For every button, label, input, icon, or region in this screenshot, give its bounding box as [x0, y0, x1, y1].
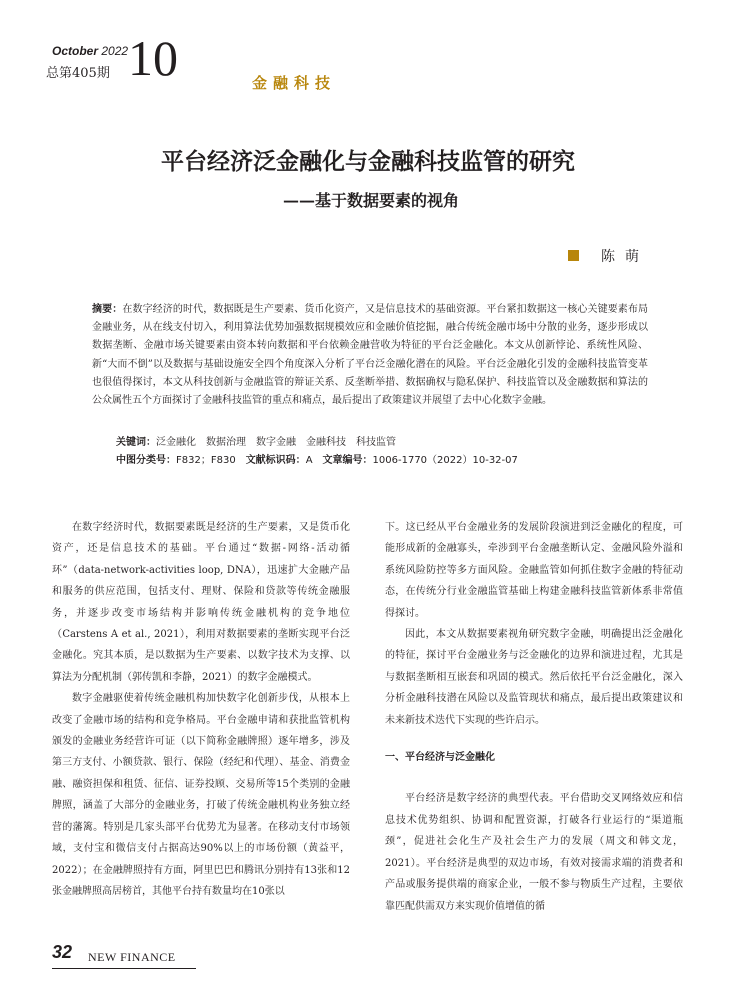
doc-code-value: A [305, 455, 313, 466]
journal-name: NEW FINANCE [88, 950, 176, 964]
section-heading: 一、平台经济与泛金融化 [385, 752, 495, 764]
abstract-label: 摘要： [92, 304, 123, 315]
body-column-left [52, 517, 350, 902]
doc-code-label: 文献标识码： [245, 455, 306, 466]
issue-year: 2022 [101, 44, 129, 58]
body-paragraph: 在数字经济时代，数据要素既是经济的生产要素，又是货币化资产，还是信息技术的基础。平台通过“数据-网络-活动循环”（data-network-activities loop, DNA），迅速扩大金融产品和服务的供应范围，包括支付、理财、保险和贷款等传统金融服务，并逐步改变市场结构并影响传统金融机构的竞争地位（Carstens A et al., 2021），利用对数据要素的垄断实现平台泛金融化。究其本质，是以数据为生产要素、以数字技术为支撑、以算法为分配机制（郭传凯和李静，2021）的数字金融模式。 [52, 522, 350, 683]
article-number-label: 文章编号： [322, 455, 373, 466]
issue-month-year [52, 44, 128, 58]
classification-line [116, 451, 676, 466]
article-number-value: 1006-1770（2022）10-32-07 [372, 455, 518, 466]
issue-total-number: 总第405期 [46, 66, 110, 81]
body-column-right [385, 517, 683, 917]
clc-label: 中图分类号： [116, 455, 176, 466]
keywords-text: 泛金融化 数据治理 数字金融 金融科技 科技监管 [156, 437, 396, 448]
body-paragraph: 因此，本文从数据要素视角研究数字金融，明确提出泛金融化的特征，探讨平台金融业务与泛金融化的边界和演进过程，尤其是与数据垄断相互嵌套和巩固的模式。然后依托平台泛金融化，深入分析金融科技潜在风险以及监管现状和痛点，最后提出政策建议和未来新技术迭代下实现的些许启示。 [385, 629, 683, 726]
column-name: 金融科技 [252, 74, 337, 92]
issue-number: 10 [128, 30, 178, 86]
article-subtitle: ——基于数据要素的视角 [283, 191, 460, 210]
abstract [92, 301, 648, 410]
clc-value: F832；F830 [176, 455, 236, 466]
page-number: 32 [52, 942, 73, 962]
author-square-icon [568, 250, 579, 261]
keywords [116, 433, 676, 448]
body-paragraph: 数字金融驱使着传统金融机构加快数字化创新步伐，从根本上改变了金融市场的结构和竞争格局。平台金融申请和获批监管机构颁发的金融业务经营许可证（以下简称金融牌照）逐年增多，涉及第三方支付、小额贷款、银行、保险（经纪和代理）、基金、消费金融、融资担保和租赁、征信、证券投顾、交易所等15个类别的金融牌照，涵盖了大部分的金融业务，打破了传统金融机构业务独立经营的藩篱。特别是几家头部平台优势尤为显著。在移动支付市场领域，支付宝和微信支付占据高达90%以上的市场份额（黄益平，2022）；在金融牌照持有方面，阿里巴巴和腾讯分别持有13张和12张金融牌照高居榜首，其他平台持有数量均在10张以 [52, 693, 350, 897]
article-title: 平台经济泛金融化与金融科技监管的研究 [161, 149, 575, 175]
author-name: 陈萌 [601, 249, 649, 265]
issue-month: October [52, 44, 99, 58]
body-paragraph: 下。这已经从平台金融业务的发展阶段演进到泛金融化的程度，可能形成新的金融寡头，牵涉到平台金融垄断认定、金融风险外溢和系统风险防控等多方面风险。金融监管如何抓住数字金融的特征动态，在传统分行业金融监管基础上构建金融科技监管新体系非常值得探讨。 [385, 522, 683, 619]
abstract-text: 在数字经济的时代，数据既是生产要素、货币化资产，又是信息技术的基础资源。平台紧扣数据这一核心关键要素布局金融业务，从在线支付切入，利用算法优势加强数据规模效应和金融价值挖掘，融合传统金融市场中分散的业务，逐步形成以数据垄断、金融市场关键要素由资本转向数据和平台依赖金融营收为特征的平台泛金融化。本文从创新悖论、系统性风险、新“大而不倒”以及数据与基础设施安全四个角度深入分析了平台泛金融化潜在的风险。平台泛金融化引发的金融科技监管变革也很值得探讨，本文从科技创新与金融监管的辩证关系、反垄断举措、数据确权与隐私保护、科技监管以及金融数据和算法的公众属性五个方面探讨了金融科技监管的重点和痛点，最后提出了政策建议并展望了去中心化数字金融。 [92, 304, 649, 407]
body-paragraph: 平台经济是数字经济的典型代表。平台借助交叉网络效应和信息技术优势组织、协调和配置资源，打破各行业运行的“渠道瓶颈”，促进社会化生产及社会生产力的发展（周文和韩文龙，2021）。平台经济是典型的双边市场，有效对接需求端的消费者和产品或服务提供端的商家企业，一般不参与物质生产过程，主要依靠匹配供需双方来实现价值增值的循 [385, 793, 683, 912]
footer-rule [52, 968, 196, 969]
keywords-label: 关键词： [116, 437, 156, 448]
